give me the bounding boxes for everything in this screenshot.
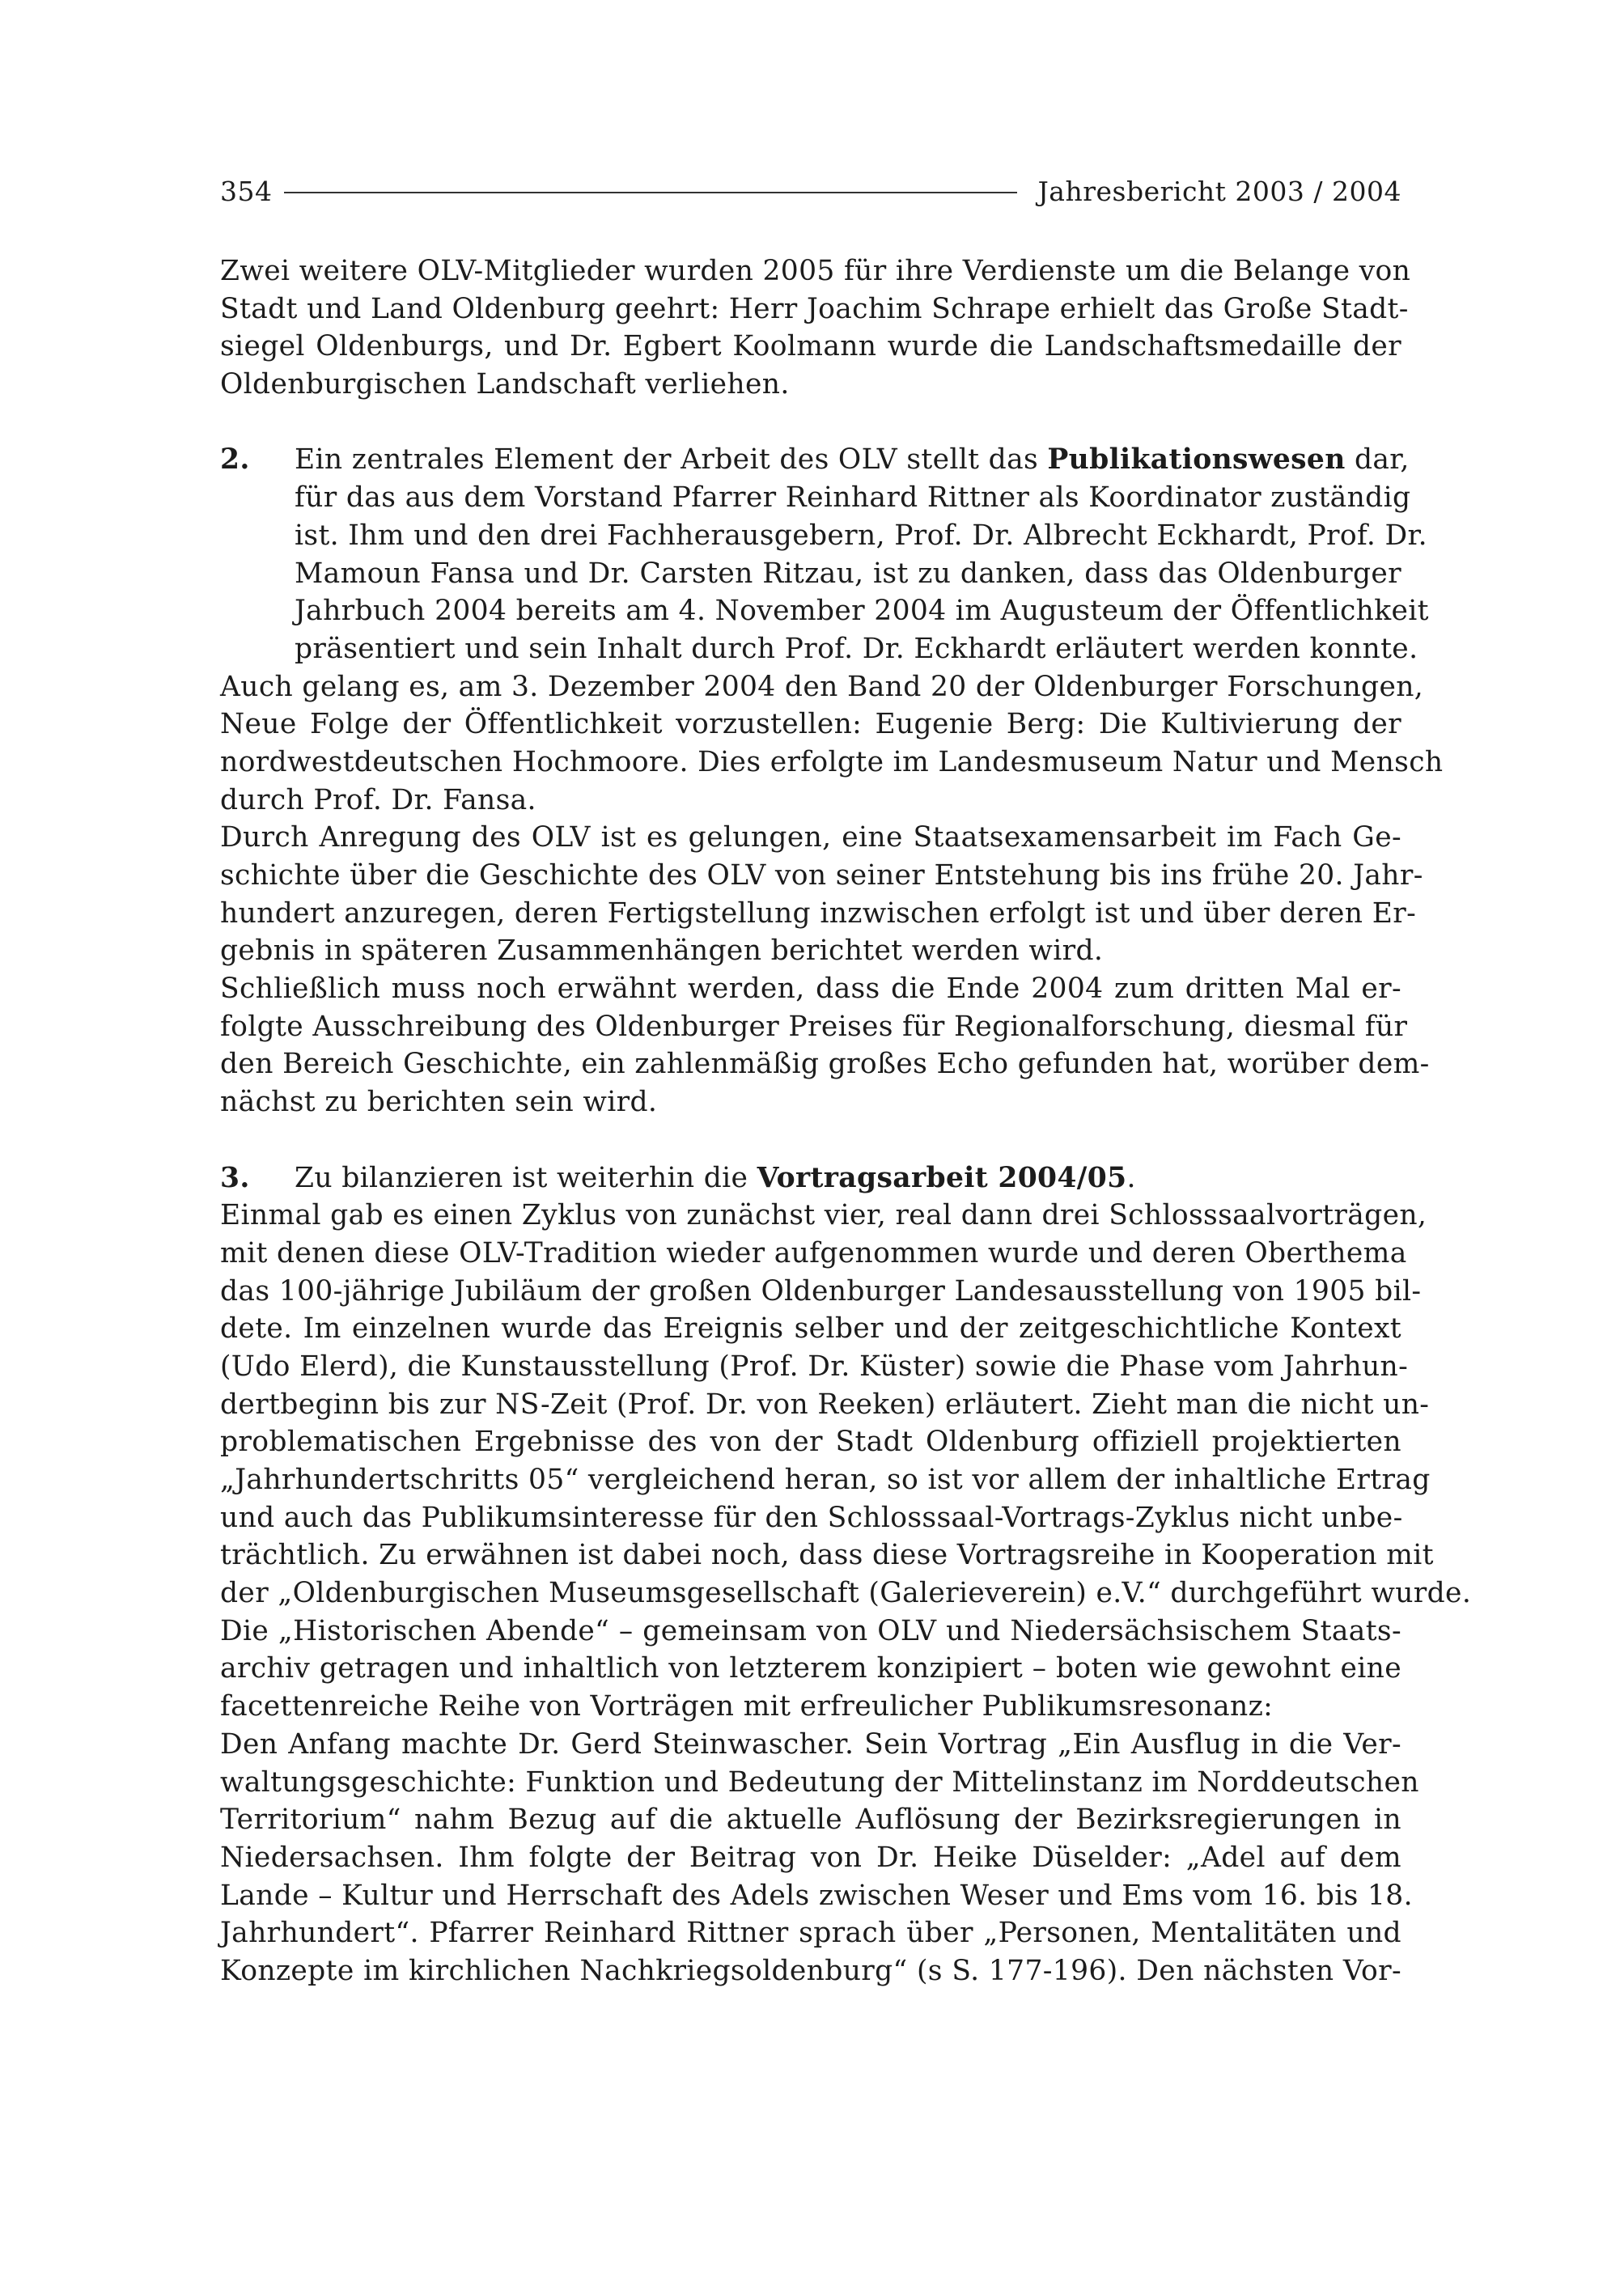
text-line: Stadt und Land Oldenburg geehrt: Herr Joachim Schrape erhielt das Große Stadt- [220, 292, 1409, 325]
text-line: Niedersachsen. Ihm folgte der Beitrag von Dr. Heike Düselder: „Adel auf dem [220, 1841, 1401, 1874]
text-line: Den Anfang machte Dr. Gerd Steinwascher. Sein Vortrag „Ein Ausflug in die Ver- [220, 1727, 1401, 1761]
text-line: schichte über die Geschichte des OLV von seiner Entstehung bis ins frühe 20. Jahr- [220, 859, 1423, 892]
text-line: mit denen diese OLV-Tradition wieder aufgenommen wurde und deren Oberthema [220, 1236, 1407, 1269]
text-line: „Jahrhundertschritts 05“ vergleichend heran, so ist vor allem der inhaltliche Ertrag [220, 1464, 1431, 1496]
text-run: . [1126, 1161, 1136, 1194]
keyword-bold: Publikationswesen [1047, 443, 1346, 477]
text-line: Auch gelang es, am 3. Dezember 2004 den Band 20 der Oldenburger Forschungen, [220, 670, 1424, 703]
text-line: Einmal gab es einen Zyklus von zunächst vier, real dann drei Schlosssaalvorträgen, [220, 1199, 1427, 1232]
text-run: Ein zentrales Element der Arbeit des OLV stellt das [295, 443, 1048, 477]
section-3 [220, 1159, 1472, 1990]
paragraph-gap [220, 1121, 1401, 1159]
paragraph-gap [220, 404, 1401, 442]
text-line: Jahrhundert“. Pfarrer Reinhard Rittner sprach über „Personen, Mentalitäten und [220, 1917, 1401, 1950]
text-line: Die „Historischen Abende“ – gemeinsam von OLV und Niedersächsischem Staats- [220, 1614, 1401, 1647]
text-line: trächtlich. Zu erwähnen ist dabei noch, dass diese Vortragsreihe in Kooperation mit [220, 1539, 1434, 1572]
text-run: dar, [1345, 443, 1410, 477]
text-line: folgte Ausschreibung des Oldenburger Preises für Regionalforschung, diesmal für [220, 1010, 1408, 1043]
text-line: Konzepte im kirchlichen Nachkriegsoldenburg“ (s S. 177-196). Den nächsten Vor- [220, 1954, 1401, 1987]
text-line: problematischen Ergebnisse des von der Stadt Oldenburg offiziell projektierten [220, 1426, 1401, 1459]
text-run: Zu bilanzieren ist weiterhin die [295, 1161, 757, 1194]
text-line: dertbeginn bis zur NS-Zeit (Prof. Dr. von Reeken) erläutert. Zieht man die nicht un- [220, 1388, 1430, 1421]
section-2 [220, 441, 1444, 1121]
running-title: Jahresbericht 2003 / 2004 [1037, 175, 1401, 207]
text-line: ist. Ihm und den drei Fachherausgebern, Prof. Dr. Albrecht Eckhardt, Prof. Dr. [295, 519, 1427, 552]
text-line: das 100-jährige Jubiläum der großen Oldenburger Landesausstellung von 1905 bil- [220, 1274, 1422, 1308]
text-line: Mamoun Fansa und Dr. Carsten Ritzau, ist zu danken, dass das Oldenburger [295, 557, 1401, 590]
text-line: der „Oldenburgischen Museumsgesellschaft (Galerieverein) e.V.“ durchgeführt wurde. [220, 1577, 1472, 1610]
keyword-bold: Vortragsarbeit 2004/05 [757, 1161, 1127, 1194]
section-heading-line [220, 1159, 1401, 1197]
text-line: nächst zu berichten sein wird. [220, 1086, 658, 1119]
text-line: Jahrbuch 2004 bereits am 4. November 2004 im Augusteum der Öffentlichkeit [295, 595, 1429, 628]
text-line: und auch das Publikumsinteresse für den Schlosssaal-Vortrags-Zyklus nicht unbe- [220, 1501, 1403, 1534]
text-line: Schließlich muss noch erwähnt werden, dass die Ende 2004 zum dritten Mal er- [220, 973, 1401, 1006]
text-line: Territorium“ nahm Bezug auf die aktuelle Auflösung der Bezirksregierungen in [220, 1803, 1401, 1837]
text-line: hundert anzuregen, deren Fertigstellung inzwischen erfolgt ist und über deren Er- [220, 896, 1417, 930]
text-line: Zwei weitere OLV-Mitglieder wurden 2005 für ihre Verdienste um die Belange von [220, 255, 1411, 287]
text-line: präsentiert und sein Inhalt durch Prof. Dr. Eckhardt erläutert werden konnte. [295, 632, 1418, 665]
text-line: Durch Anregung des OLV ist es gelungen, eine Staatsexamensarbeit im Fach Ge- [220, 821, 1401, 854]
text-line: Oldenburgischen Landschaft verliehen. [220, 368, 790, 401]
text-line: (Udo Elerd), die Kunstausstellung (Prof. Dr. Küster) sowie die Phase vom Jahrhun- [220, 1350, 1409, 1383]
section-number: 2. [220, 443, 250, 477]
body-text [220, 252, 1472, 1990]
section-number: 3. [220, 1161, 250, 1194]
running-header [220, 167, 1401, 215]
text-line: gebnis in späteren Zusammenhängen berichtet werden wird. [220, 935, 1104, 968]
intro-paragraph [220, 252, 1411, 404]
text-line: Neue Folge der Öffentlichkeit vorzustellen: Eugenie Berg: Die Kultivierung der [220, 708, 1401, 741]
text-line: archiv getragen und inhaltlich von letzterem konzipiert – boten wie gewohnt eine [220, 1652, 1401, 1685]
text-line: Lande – Kultur und Herrschaft des Adels zwischen Weser und Ems vom 16. bis 18. [220, 1879, 1413, 1912]
text-line: waltungsgeschichte: Funktion und Bedeutung der Mittelinstanz im Norddeutschen [220, 1765, 1419, 1799]
page-number: 354 [220, 175, 273, 207]
text-line: durch Prof. Dr. Fansa. [220, 783, 536, 816]
text-line: facettenreiche Reihe von Vorträgen mit erfreulicher Publikumsresonanz: [220, 1690, 1274, 1723]
text-line: siegel Oldenburgs, und Dr. Egbert Koolmann wurde die Landschaftsmedaille der [220, 330, 1401, 363]
text-line: nordwestdeutschen Hochmoore. Dies erfolgte im Landesmuseum Natur und Mensch [220, 745, 1444, 778]
text-line: den Bereich Geschichte, ein zahlenmäßig großes Echo gefunden hat, worüber dem- [220, 1048, 1430, 1081]
text-line: für das aus dem Vorstand Pfarrer Reinhard Rittner als Koordinator zuständig [295, 481, 1411, 515]
text-line: dete. Im einzelnen wurde das Ereignis selber und der zeitgeschichtliche Kontext [220, 1312, 1401, 1346]
section-heading-line [220, 441, 1410, 479]
header-rule [284, 192, 1017, 193]
